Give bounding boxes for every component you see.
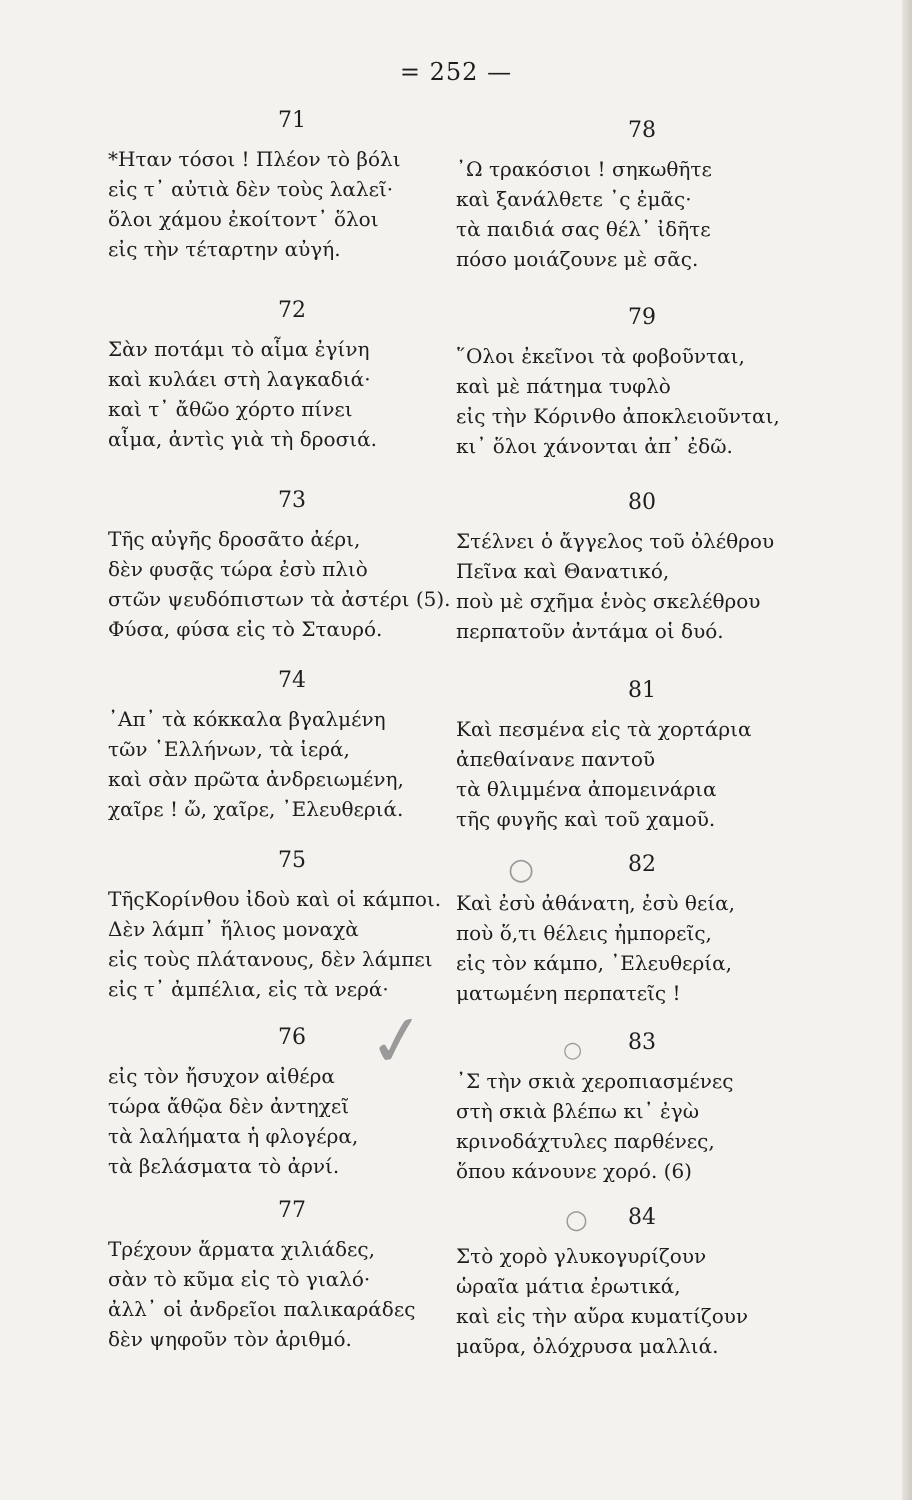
verse-line: Καὶ ἐσὺ ἀθάνατη, ἐσὺ θεία,	[456, 891, 736, 915]
verse-line: καὶ σὰν πρῶτα ἀνδρειωμένη,	[108, 767, 404, 791]
verse-line: Καὶ πεσμένα εἰς τὰ χορτάρια	[456, 717, 752, 741]
pencil-mark-circle-small: ○	[563, 1038, 583, 1063]
pencil-mark-circle: ○	[508, 852, 535, 887]
stanza-number: 74	[278, 668, 306, 693]
verse-line: καὶ μὲ πάτημα τυφλὸ	[456, 374, 671, 398]
verse-line: τῆς φυγῆς καὶ τοῦ χαμοῦ.	[456, 807, 716, 831]
verse-line: τὰ βελάσματα τὸ ἀρνί.	[108, 1154, 340, 1178]
verse-line: Στέλνει ὁ ἄγγελος τοῦ ὀλέθρου	[456, 529, 775, 553]
verse-line: μαῦρα, ὀλόχρυσα μαλλιά.	[456, 1334, 719, 1358]
verse-line: στὴ σκιὰ βλέπω κι᾽ ἐγὼ	[456, 1099, 700, 1123]
verse-line: *Ηταν τόσοι ! Πλέον τὸ βόλι	[108, 147, 401, 171]
verse-line: ΤῆςΚορίνθου ἰδοὺ καὶ οἱ κάμποι.	[108, 887, 442, 911]
stanza-number: 78	[628, 118, 656, 143]
stanza-number: 75	[278, 848, 306, 873]
verse-line: Πεῖνα καὶ Θανατικό,	[456, 559, 670, 583]
stanza-number: 79	[628, 305, 656, 330]
verse-line: εἰς τ᾽ ἀμπέλια, εἰς τὰ νερά·	[108, 977, 389, 1001]
page-edge	[902, 0, 912, 1500]
stanza	[108, 668, 478, 824]
stanza-number: 71	[278, 108, 306, 133]
verse-line: εἰς τοὺς πλάτανους, δὲν λάμπει	[108, 947, 433, 971]
verse-line: Τρέχουν ἅρματα χιλιάδες,	[108, 1237, 375, 1261]
verse-line: δὲν φυσᾷς τώρα ἐσὺ πλιὸ	[108, 557, 368, 581]
verse-line: Τῆς αὐγῆς δροσᾶτο ἀέρι,	[108, 527, 361, 551]
pencil-mark-check: ✓	[362, 996, 433, 1086]
verse-line: καὶ ξανάλθετε ᾽ς ἐμᾶς·	[456, 187, 692, 211]
verse-line: ματωμένη περπατεῖς !	[456, 981, 681, 1005]
verse-line: ὅλοι χάμου ἐκοίτοντ᾽ ὅλοι	[108, 207, 379, 231]
stanza-number: 77	[278, 1198, 306, 1223]
stanza-number: 72	[278, 298, 306, 323]
verse-line: εἰς τὴν Κόρινθο ἀποκλειοῦνται,	[456, 404, 780, 428]
stanza	[108, 1198, 478, 1354]
verse-line: πόσο μοιάζουνε μὲ σᾶς.	[456, 247, 699, 271]
stanza	[456, 1205, 856, 1361]
verse-line: τὰ θλιμμένα ἀπομεινάρια	[456, 777, 717, 801]
stanza	[456, 305, 856, 461]
verse-line: στῶν ψευδόπιστων τὰ ἀστέρι (5).	[108, 587, 451, 611]
verse-line: Δὲν λάμπ᾽ ἥλιος μοναχὰ	[108, 917, 359, 941]
verse-line: εἰς τὸν ἤσυχον αἰθέρα	[108, 1064, 335, 1088]
verse-line: ᾽Ω τρακόσιοι ! σηκωθῆτε	[456, 157, 712, 181]
verse-line: τὰ παιδιά σας θέλ᾽ ἰδῆτε	[456, 217, 711, 241]
verse-line: εἰς τὸν κάμπο, ᾽Ελευθερία,	[456, 951, 732, 975]
stanza	[456, 678, 856, 834]
verse-line: ῞Ολοι ἐκεῖνοι τὰ φοβοῦνται,	[456, 344, 745, 368]
verse-line: καὶ εἰς τὴν αὔρα κυματίζουν	[456, 1304, 749, 1328]
verse-line: εἰς τὴν τέταρτην αὐγή.	[108, 237, 341, 261]
verse-line: εἰς τ᾽ αὐτιὰ δὲν τοὺς λαλεῖ·	[108, 177, 394, 201]
verse-line: σὰν τὸ κῦμα εἰς τὸ γιαλό·	[108, 1267, 371, 1291]
stanza	[456, 118, 856, 274]
stanza	[456, 1030, 856, 1186]
verse-line: κρινοδάχτυλες παρθένες,	[456, 1129, 715, 1153]
stanza	[108, 488, 478, 644]
verse-line: τὰ λαλήματα ἡ φλογέρα,	[108, 1124, 359, 1148]
verse-line: κι᾽ ὅλοι χάνονται ἀπ᾽ ἐδῶ.	[456, 434, 733, 458]
verse-line: χαῖρε ! ὤ, χαῖρε, ᾽Ελευθεριά.	[108, 797, 404, 821]
stanza-number: 80	[628, 490, 656, 515]
verse-line: ὡραῖα μάτια ἐρωτικά,	[456, 1274, 681, 1298]
stanza-number: 82	[628, 852, 656, 877]
stanza-number: 83	[628, 1030, 656, 1055]
verse-line: ᾽Απ᾽ τὰ κόκκαλα βγαλμένη	[108, 707, 386, 731]
stanza-number: 81	[628, 678, 656, 703]
page-number: = 252 —	[399, 58, 513, 86]
verse-line: δὲν ψηφοῦν τὸν ἀριθμό.	[108, 1327, 352, 1351]
verse-line: ᾽Σ τὴν σκιὰ χεροπιασμένες	[456, 1069, 734, 1093]
pencil-mark-circle-lower: ○	[565, 1205, 588, 1235]
verse-line: καὶ κυλάει στὴ λαγκαδιά·	[108, 367, 371, 391]
stanza	[108, 298, 478, 454]
verse-line: ἀπεθαίνανε παντοῦ	[456, 747, 656, 771]
verse-line: ἀλλ᾽ οἱ ἀνδρεῖοι παλικαράδες	[108, 1297, 416, 1321]
verse-line: περπατοῦν ἀντάμα οἱ δυό.	[456, 619, 724, 643]
verse-line: αἷμα, ἀντὶς γιὰ τὴ δροσιά.	[108, 427, 377, 451]
verse-line: Σὰν ποτάμι τὸ αἷμα ἐγίνη	[108, 337, 370, 361]
verse-line: ὅπου κάνουνε χορό. (6)	[456, 1159, 692, 1183]
stanza	[108, 108, 478, 264]
verse-line: ποὺ ὅ,τι θέλεις ἠμπορεῖς,	[456, 921, 712, 945]
stanza-number: 76	[278, 1025, 306, 1050]
stanza-number: 73	[278, 488, 306, 513]
stanza	[108, 848, 478, 1004]
stanza-number: 84	[628, 1205, 656, 1230]
verse-line: Φύσα, φύσα εἰς τὸ Σταυρό.	[108, 617, 383, 641]
verse-line: καὶ τ᾽ ἄθῶο χόρτο πίνει	[108, 397, 353, 421]
verse-line: τῶν ῾Ελλήνων, τὰ ἱερά,	[108, 737, 350, 761]
stanza	[456, 490, 856, 646]
verse-line: Στὸ χορὸ γλυκογυρίζουν	[456, 1244, 707, 1268]
verse-line: τώρα ἄθῷα δὲν ἀντηχεῖ	[108, 1094, 350, 1118]
verse-line: ποὺ μὲ σχῆμα ἑνὸς σκελέθρου	[456, 589, 761, 613]
